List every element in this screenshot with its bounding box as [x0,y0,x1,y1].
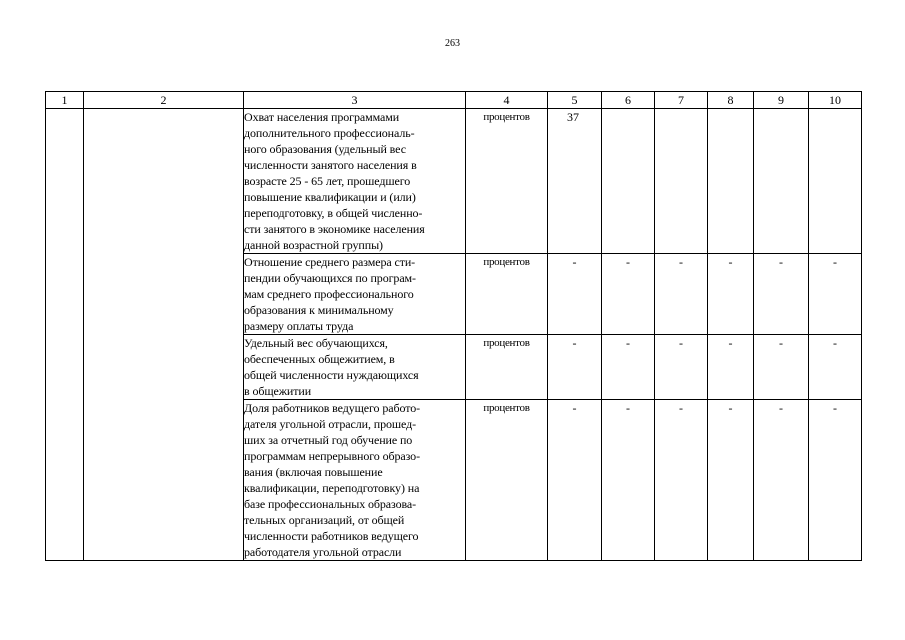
indicator-text-line: общей численности нуждающихся [244,368,419,382]
indicator-text-line: базе профессиональных образова- [244,497,417,511]
indicator-text-line: ших за отчетный год обучение по [244,433,413,447]
value-cell-col-7: - [655,335,708,400]
unit-cell: процентов [466,254,548,335]
value-cell-col-10 [809,109,862,254]
value-cell-col-9: - [754,335,809,400]
value-cell-col-5: - [548,335,602,400]
indicator-text-line: вания (включая повышение [244,465,383,479]
indicator-text-line: обеспеченных общежитием, в [244,352,395,366]
page-number: 263 [445,38,460,49]
header-col-3: 3 [244,92,466,109]
indicator-text-line: Охват населения программами [244,110,400,124]
indicator-text-line: размеру оплаты труда [244,319,354,333]
value-cell-col-5: 37 [548,109,602,254]
value-cell-col-7: - [655,254,708,335]
indicator-text-line: пендии обучающихся по програм- [244,271,416,285]
indicator-text-line: тельных организаций, от общей [244,513,405,527]
value-cell-col-6 [602,109,655,254]
header-col-4: 4 [466,92,548,109]
indicator-cell [244,254,466,335]
header-col-10: 10 [809,92,862,109]
indicator-text-line: численности занятого населения в [244,158,417,172]
value-cell-col-6: - [602,335,655,400]
header-row [46,92,862,109]
unit-cell: процентов [466,335,548,400]
value-cell-col-10: - [809,335,862,400]
value-cell-col-7: - [655,400,708,561]
indicator-text-line: работодателя угольной отрасли [244,545,402,559]
indicator-text-line: в общежитии [244,384,312,398]
header-col-7: 7 [655,92,708,109]
value-cell-col-5: - [548,254,602,335]
table-row [46,109,862,254]
header-col-2: 2 [84,92,244,109]
indicator-cell [244,109,466,254]
unit-cell: процентов [466,109,548,254]
cell-col-1 [46,109,84,561]
indicator-text-line: Доля работников ведущего работо- [244,401,420,415]
value-cell-col-8: - [708,335,754,400]
value-cell-col-6: - [602,254,655,335]
header-col-6: 6 [602,92,655,109]
value-cell-col-9: - [754,254,809,335]
indicator-text-line: образования к минимальному [244,303,394,317]
indicator-cell [244,400,466,561]
header-col-1: 1 [46,92,84,109]
value-cell-col-10: - [809,400,862,561]
value-cell-col-7 [655,109,708,254]
indicator-text-line: сти занятого в экономике населения [244,222,425,236]
table-body [46,109,862,561]
indicator-text-line: мам среднего профессионального [244,287,414,301]
header-col-9: 9 [754,92,809,109]
indicator-text-line: Удельный вес обучающихся, [244,336,388,350]
unit-cell: процентов [466,400,548,561]
value-cell-col-6: - [602,400,655,561]
indicator-text-line: численности работников ведущего [244,529,419,543]
value-cell-col-9: - [754,400,809,561]
indicator-text-line: ного образования (удельный вес [244,142,406,156]
value-cell-col-8: - [708,400,754,561]
value-cell-col-8: - [708,254,754,335]
value-cell-col-5: - [548,400,602,561]
indicator-text-line: дателя угольной отрасли, прошед- [244,417,416,431]
value-cell-col-9 [754,109,809,254]
header-col-5: 5 [548,92,602,109]
header-col-8: 8 [708,92,754,109]
indicator-text-line: дополнительного профессиональ- [244,126,415,140]
indicator-text-line: повышение квалификации и (или) [244,190,416,204]
table-header [46,92,862,109]
indicator-text-line: квалификации, переподготовку) на [244,481,420,495]
indicators-table [45,91,862,561]
indicator-cell [244,335,466,400]
indicator-text-line: данной возрастной группы) [244,238,383,252]
indicator-text-line: переподготовку, в общей численно- [244,206,423,220]
value-cell-col-10: - [809,254,862,335]
value-cell-col-8 [708,109,754,254]
cell-col-2 [84,109,244,561]
indicator-text-line: Отношение среднего размера сти- [244,255,416,269]
indicator-text-line: программам непрерывного образо- [244,449,420,463]
indicator-text-line: возрасте 25 - 65 лет, прошедшего [244,174,411,188]
